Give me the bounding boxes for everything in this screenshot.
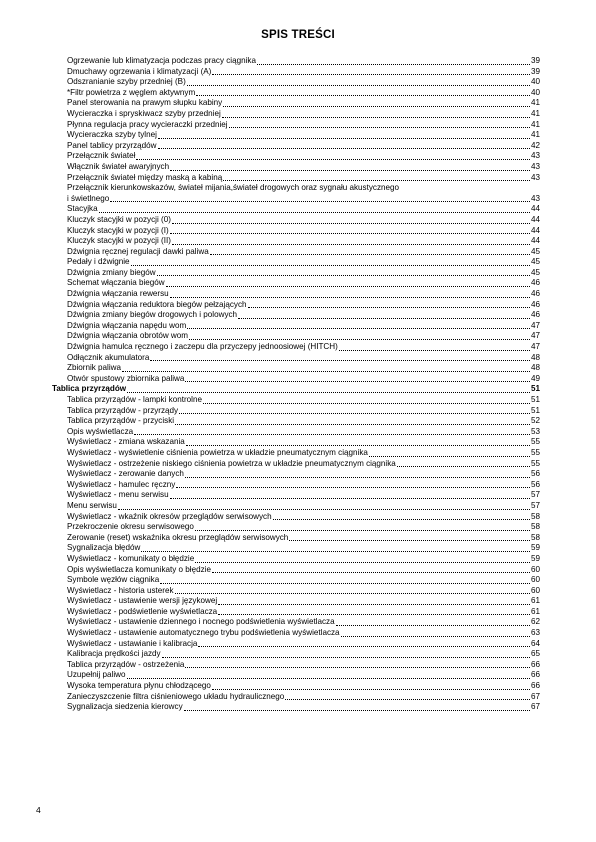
- toc-entry-page: 40: [530, 77, 540, 87]
- dot-leader: [369, 448, 530, 457]
- toc-entry-page: 46: [530, 278, 540, 288]
- dot-leader: [186, 437, 530, 446]
- toc-entry: [52, 98, 540, 109]
- toc-entry-label: Opis wyświetlacza: [67, 426, 134, 436]
- dot-leader: [203, 395, 530, 404]
- toc-entry: [52, 596, 540, 607]
- dot-leader: [189, 331, 530, 340]
- toc-entry-page: 47: [530, 342, 540, 352]
- dot-leader: [185, 469, 530, 478]
- toc-entry-page: 56: [530, 469, 540, 479]
- toc-entry-page: 48: [530, 363, 540, 373]
- toc-entry-label: Wyświetlacz - zerowanie danych: [67, 469, 184, 479]
- dot-leader: [127, 670, 530, 679]
- toc-entry: [52, 437, 540, 448]
- toc-entry-page: 51: [530, 405, 540, 415]
- toc-entry-page: 58: [530, 511, 540, 521]
- toc-entry-page: 67: [530, 702, 540, 712]
- toc-entry-page: 64: [530, 638, 540, 648]
- toc-entry: [52, 77, 540, 88]
- toc-entry: [52, 501, 540, 512]
- toc-entry-label: Dźwignia zmiany biegów drogowych i polowych: [67, 310, 238, 320]
- toc-entry-page: 40: [530, 87, 540, 97]
- toc-entry: [52, 67, 540, 78]
- toc-entry-page: 52: [530, 416, 540, 426]
- toc-entry: [52, 226, 540, 237]
- dot-leader: [170, 162, 530, 171]
- dot-leader: [157, 267, 530, 276]
- dot-leader: [172, 236, 530, 245]
- toc-entry: [52, 257, 540, 268]
- dot-leader: [118, 501, 530, 510]
- toc-entry: [52, 448, 540, 459]
- dot-leader: [99, 204, 530, 213]
- toc-entry: [52, 543, 540, 554]
- toc-entry-label: Tablica przyrządów - przyciski: [67, 416, 175, 426]
- toc-entry-label: Włącznik świateł awaryjnych: [67, 161, 170, 171]
- toc-entry: [52, 363, 540, 374]
- toc-entry-label: Sygnalizacja siedzenia kierowcy: [67, 702, 183, 712]
- toc-entry: [52, 607, 540, 618]
- toc-entry-label: Zbiornik paliwa: [67, 363, 121, 373]
- toc-entry-page: 45: [530, 257, 540, 267]
- toc-entry-page: 43: [530, 151, 540, 161]
- dot-leader: [248, 299, 530, 308]
- toc-entry: [52, 533, 540, 544]
- dot-leader: [185, 659, 530, 668]
- toc-entry-label: Dźwignia hamulca ręcznego i zaczepu dla przyczepy jednoosiowej (HITCH): [67, 342, 338, 352]
- toc-entry-label: Dźwignia ręcznej regulacji dawki paliwa: [67, 246, 209, 256]
- toc-entry-label: Opis wyświetlacza komunikaty o błędzie: [67, 564, 211, 574]
- toc-entry-page: 44: [530, 225, 540, 235]
- dot-leader: [212, 66, 530, 75]
- table-of-contents: [52, 56, 540, 713]
- dot-leader: [218, 596, 530, 605]
- toc-entry-page: 51: [530, 384, 540, 394]
- dot-leader: [179, 405, 530, 414]
- toc-entry-page: 45: [530, 246, 540, 256]
- toc-entry-label: *Filtr powietrza z węglem aktywnym: [67, 87, 196, 97]
- toc-entry-page: 48: [530, 352, 540, 362]
- toc-entry-label: Wyświetlacz - wyświetlenie ciśnienia powietrza w układzie pneumatycznym ciągnika: [67, 447, 368, 457]
- dot-leader: [166, 278, 530, 287]
- dot-leader: [210, 246, 530, 255]
- toc-entry-label-continued: i świetlnego: [67, 193, 110, 203]
- dot-leader: [136, 151, 530, 160]
- toc-entry-page: 57: [530, 490, 540, 500]
- toc-entry-label: Panel sterowania na prawym słupku kabiny: [67, 98, 223, 108]
- toc-entry-page: 47: [530, 331, 540, 341]
- dot-leader: [110, 193, 530, 202]
- toc-entry: [52, 586, 540, 597]
- toc-entry: [52, 353, 540, 364]
- toc-entry: [52, 374, 540, 385]
- toc-entry: [52, 406, 540, 417]
- dot-leader: [196, 87, 530, 96]
- toc-entry-page: 51: [530, 395, 540, 404]
- toc-entry: [52, 183, 540, 204]
- toc-entry-page: 43: [530, 172, 540, 182]
- toc-entry: [52, 109, 540, 120]
- toc-entry: [52, 681, 540, 692]
- toc-entry-label: Stacyjka: [67, 204, 98, 214]
- toc-entry-page: 66: [530, 659, 540, 669]
- toc-entry-page: 58: [530, 522, 540, 532]
- dot-leader: [198, 638, 530, 647]
- toc-entry-label: Wycieraczka szyby tylnej: [67, 130, 157, 140]
- toc-entry: [52, 670, 540, 681]
- toc-entry: [52, 331, 540, 342]
- toc-entry: [52, 660, 540, 671]
- dot-leader: [212, 681, 530, 690]
- toc-entry-label: Wyświetlacz - menu serwisu: [67, 490, 169, 500]
- toc-entry: [52, 247, 540, 258]
- toc-entry: [52, 554, 540, 565]
- toc-entry-label: Dźwignia włączania obrotów wom: [67, 331, 189, 341]
- toc-entry-page: 55: [530, 437, 540, 447]
- toc-entry: [52, 141, 540, 152]
- toc-entry-label: Przełącznik świateł: [67, 151, 136, 161]
- dot-leader: [187, 77, 530, 86]
- toc-entry-label: Dźwignia włączania reduktora biegów pełzających: [67, 299, 247, 309]
- toc-entry-page: 56: [530, 479, 540, 489]
- toc-entry: [52, 162, 540, 173]
- toc-entry: [52, 490, 540, 501]
- toc-entry-label: Przekroczenie okresu serwisowego: [67, 522, 194, 532]
- toc-entry-page: 46: [530, 310, 540, 320]
- toc-entry-page: 41: [530, 98, 540, 108]
- toc-entry-label: Odszranianie szyby przedniej (B): [67, 77, 186, 87]
- dot-leader: [289, 532, 530, 541]
- dot-leader: [341, 628, 530, 637]
- toc-entry-page: 49: [530, 373, 540, 383]
- toc-entry-label: Wycieraczka i spryskiwacz szyby przedniej: [67, 108, 221, 118]
- toc-entry-label: Kluczyk stacyjki w pozycji (0): [67, 214, 171, 224]
- toc-entry-label: Zerowanie (reset) wskaźnika okresu przeglądów serwisowych: [67, 532, 289, 542]
- toc-entry-label: Panel tablicy przyrządów: [67, 140, 157, 150]
- toc-entry: [52, 300, 540, 311]
- toc-entry: [52, 56, 540, 67]
- toc-entry-page: 66: [530, 670, 540, 680]
- dot-leader: [141, 543, 530, 552]
- toc-entry-page: 58: [530, 532, 540, 542]
- toc-entry: [52, 639, 540, 650]
- toc-entry-page: 41: [530, 108, 540, 118]
- toc-entry: [52, 459, 540, 470]
- toc-entry: [52, 512, 540, 523]
- dot-leader: [185, 373, 530, 382]
- toc-entry-label: Przełącznik świateł między maską a kabiną: [67, 172, 223, 182]
- toc-entry-page: 60: [530, 564, 540, 574]
- dot-leader: [170, 490, 530, 499]
- toc-entry: [52, 342, 540, 353]
- toc-entry-page: 62: [530, 617, 540, 627]
- toc-entry-page: 55: [530, 458, 540, 468]
- toc-entry-label: Kluczyk stacyjki w pozycji (I): [67, 225, 169, 235]
- toc-entry: [52, 427, 540, 438]
- toc-entry-label: Wyświetlacz - zmiana wskazania: [67, 437, 185, 447]
- dot-leader: [195, 522, 530, 531]
- toc-entry-label: Przełącznik kierunkowskazów, świateł mijania,świateł drogowych oraz sygnału akustycznego: [67, 183, 399, 193]
- toc-entry: [52, 395, 540, 406]
- toc-entry: [52, 692, 540, 703]
- dot-leader: [273, 511, 530, 520]
- page-title: SPIS TREŚCI: [261, 29, 335, 41]
- dot-leader: [229, 119, 530, 128]
- toc-entry-page: 55: [530, 447, 540, 457]
- toc-entry: [52, 268, 540, 279]
- toc-entry-page: 39: [530, 66, 540, 76]
- toc-entry-label: Płynna regulacja pracy wycieraczki przedniej: [67, 119, 228, 129]
- toc-entry-page: 44: [530, 236, 540, 246]
- toc-entry-page: 60: [530, 575, 540, 585]
- toc-entry-label: Dźwignia włączania napędu wom: [67, 320, 187, 330]
- toc-entry-label: Wyświetlacz - wkaźnik okresów przeglądów serwisowych: [67, 511, 272, 521]
- toc-entry-page: 57: [530, 500, 540, 510]
- toc-entry-label: Pedały i dźwignie: [67, 257, 130, 267]
- toc-entry: [52, 289, 540, 300]
- toc-entry: [52, 151, 540, 162]
- toc-entry: [52, 469, 540, 480]
- toc-entry-page: 59: [530, 543, 540, 553]
- dot-leader: [222, 109, 530, 118]
- dot-leader: [336, 617, 530, 626]
- toc-entry-page: 61: [530, 596, 540, 606]
- dot-leader: [170, 289, 530, 298]
- toc-entry: [52, 480, 540, 491]
- dot-leader: [150, 352, 530, 361]
- toc-entry-label: Wyświetlacz - historia usterek: [67, 585, 174, 595]
- toc-entry-label: Kluczyk stacyjki w pozycji (II): [67, 236, 171, 246]
- toc-entry-page: 45: [530, 267, 540, 277]
- toc-entry-label: Wyświetlacz - ustawienie automatycznego trybu podświetlenia wyświetlacza: [67, 628, 340, 638]
- toc-entry-page: 44: [530, 214, 540, 224]
- toc-entry-page: 53: [530, 426, 540, 436]
- toc-entry-page: 41: [530, 119, 540, 129]
- toc-entry-label: Zanieczyszczenie filtra ciśnieniowego układu hydraulicznego: [67, 691, 285, 701]
- toc-entry-label: Kalibracja prędkości jazdy: [67, 649, 161, 659]
- dot-leader: [218, 606, 530, 615]
- page-number: 4: [36, 805, 41, 815]
- toc-entry-label: Wyświetlacz - ustawienie dziennego i nocnego podświetlenia wyświetlacza: [67, 617, 335, 627]
- toc-entry-page: 66: [530, 681, 540, 691]
- toc-entry-label: Wyświetlacz - hamulec ręczny: [67, 479, 176, 489]
- toc-entry-label: Odłącznik akumulatora: [67, 352, 150, 362]
- toc-entry-label: Wyświetlacz - podświetlenie wyświetlacza: [67, 606, 218, 616]
- toc-entry-page: 43: [530, 193, 540, 203]
- dot-leader: [158, 130, 530, 139]
- dot-leader: [122, 363, 530, 372]
- toc-entry-page: 67: [530, 691, 540, 701]
- dot-leader: [172, 215, 530, 224]
- toc-entry: [52, 575, 540, 586]
- toc-entry: [52, 278, 540, 289]
- dot-leader: [134, 426, 530, 435]
- toc-entry-page: 46: [530, 299, 540, 309]
- toc-entry-label: Otwór spustowy zbiornika paliwa: [67, 373, 185, 383]
- dot-leader: [158, 140, 530, 149]
- toc-entry-label: Menu serwisu: [67, 500, 117, 510]
- toc-entry-label: Dźwignia włączania rewersu: [67, 289, 169, 299]
- toc-entry-page: 65: [530, 649, 540, 659]
- dot-leader: [184, 702, 530, 711]
- toc-entry: [52, 649, 540, 660]
- toc-entry: [52, 416, 540, 427]
- toc-entry-label: Symbole węzłów ciągnika: [67, 575, 160, 585]
- toc-entry-label: Tablica przyrządów - ostrzeżenia: [67, 659, 185, 669]
- toc-entry: [52, 628, 540, 639]
- toc-entry-label: Wyświetlacz - ustawienie wersji językowej: [67, 596, 218, 606]
- toc-entry-label: Ogrzewanie lub klimatyzacja podczas pracy ciągnika: [67, 56, 256, 65]
- toc-entry-page: 63: [530, 628, 540, 638]
- toc-entry: [52, 522, 540, 533]
- toc-entry-label: Schemat włączania biegów: [67, 278, 165, 288]
- toc-entry-page: 47: [530, 320, 540, 330]
- toc-entry-page: 61: [530, 606, 540, 616]
- toc-entry: [52, 215, 540, 226]
- dot-leader: [257, 56, 530, 65]
- toc-entry-label: Dmuchawy ogrzewania i klimatyzacji (A): [67, 66, 212, 76]
- toc-entry-page: 46: [530, 289, 540, 299]
- toc-entry-page: 39: [530, 56, 540, 65]
- toc-entry-page: 44: [530, 204, 540, 214]
- dot-leader: [127, 384, 530, 393]
- toc-entry: [52, 565, 540, 576]
- toc-entry-page: 41: [530, 130, 540, 140]
- toc-entry-label: Uzupełnij paliwo: [67, 670, 126, 680]
- toc-entry: [52, 702, 540, 713]
- toc-entry-page: 59: [530, 553, 540, 563]
- dot-leader: [339, 342, 530, 351]
- toc-entry: [52, 88, 540, 99]
- dot-leader: [175, 416, 530, 425]
- dot-leader: [238, 310, 530, 319]
- toc-entry: [52, 204, 540, 215]
- dot-leader: [195, 554, 530, 563]
- dot-leader: [175, 585, 530, 594]
- dot-leader: [285, 691, 530, 700]
- dot-leader: [162, 649, 530, 658]
- toc-entry: [52, 173, 540, 184]
- toc-entry-label: Tablica przyrządów - przyrządy: [67, 405, 179, 415]
- toc-entry-label: Dźwignia zmiany biegów: [67, 267, 156, 277]
- toc-section-label: Tablica przyrządów: [52, 384, 127, 394]
- dot-leader: [176, 479, 530, 488]
- toc-entry: [52, 130, 540, 141]
- toc-entry: [52, 236, 540, 247]
- toc-entry-label: Wyświetlacz - komunikaty o błędzie: [67, 553, 195, 563]
- dot-leader: [160, 575, 530, 584]
- dot-leader: [187, 320, 530, 329]
- toc-entry-label: Sygnalizacja błędów: [67, 543, 141, 553]
- toc-entry-page: 42: [530, 140, 540, 150]
- toc-entry-label: Wysoka temperatura płynu chłodzącego: [67, 681, 211, 691]
- dot-leader: [397, 458, 530, 467]
- toc-entry-label: Wyświetlacz - ostrzeżenie niskiego ciśnienia powietrza w układzie pneumatycznym ciągnika: [67, 458, 396, 468]
- toc-entry: [52, 120, 540, 131]
- dot-leader: [170, 225, 530, 234]
- toc-entry-page: 43: [530, 161, 540, 171]
- toc-entry-label: Tablica przyrządów - lampki kontrolne: [67, 395, 202, 404]
- toc-entry: [52, 321, 540, 332]
- dot-leader: [223, 98, 530, 107]
- dot-leader: [131, 257, 530, 266]
- toc-entry: [52, 617, 540, 628]
- toc-entry-page: 60: [530, 585, 540, 595]
- dot-leader: [223, 172, 530, 181]
- toc-entry-label: Wyświetlacz - ustawianie i kalibracja: [67, 638, 198, 648]
- toc-entry: [52, 310, 540, 321]
- dot-leader: [212, 564, 530, 573]
- toc-entry: [52, 384, 540, 395]
